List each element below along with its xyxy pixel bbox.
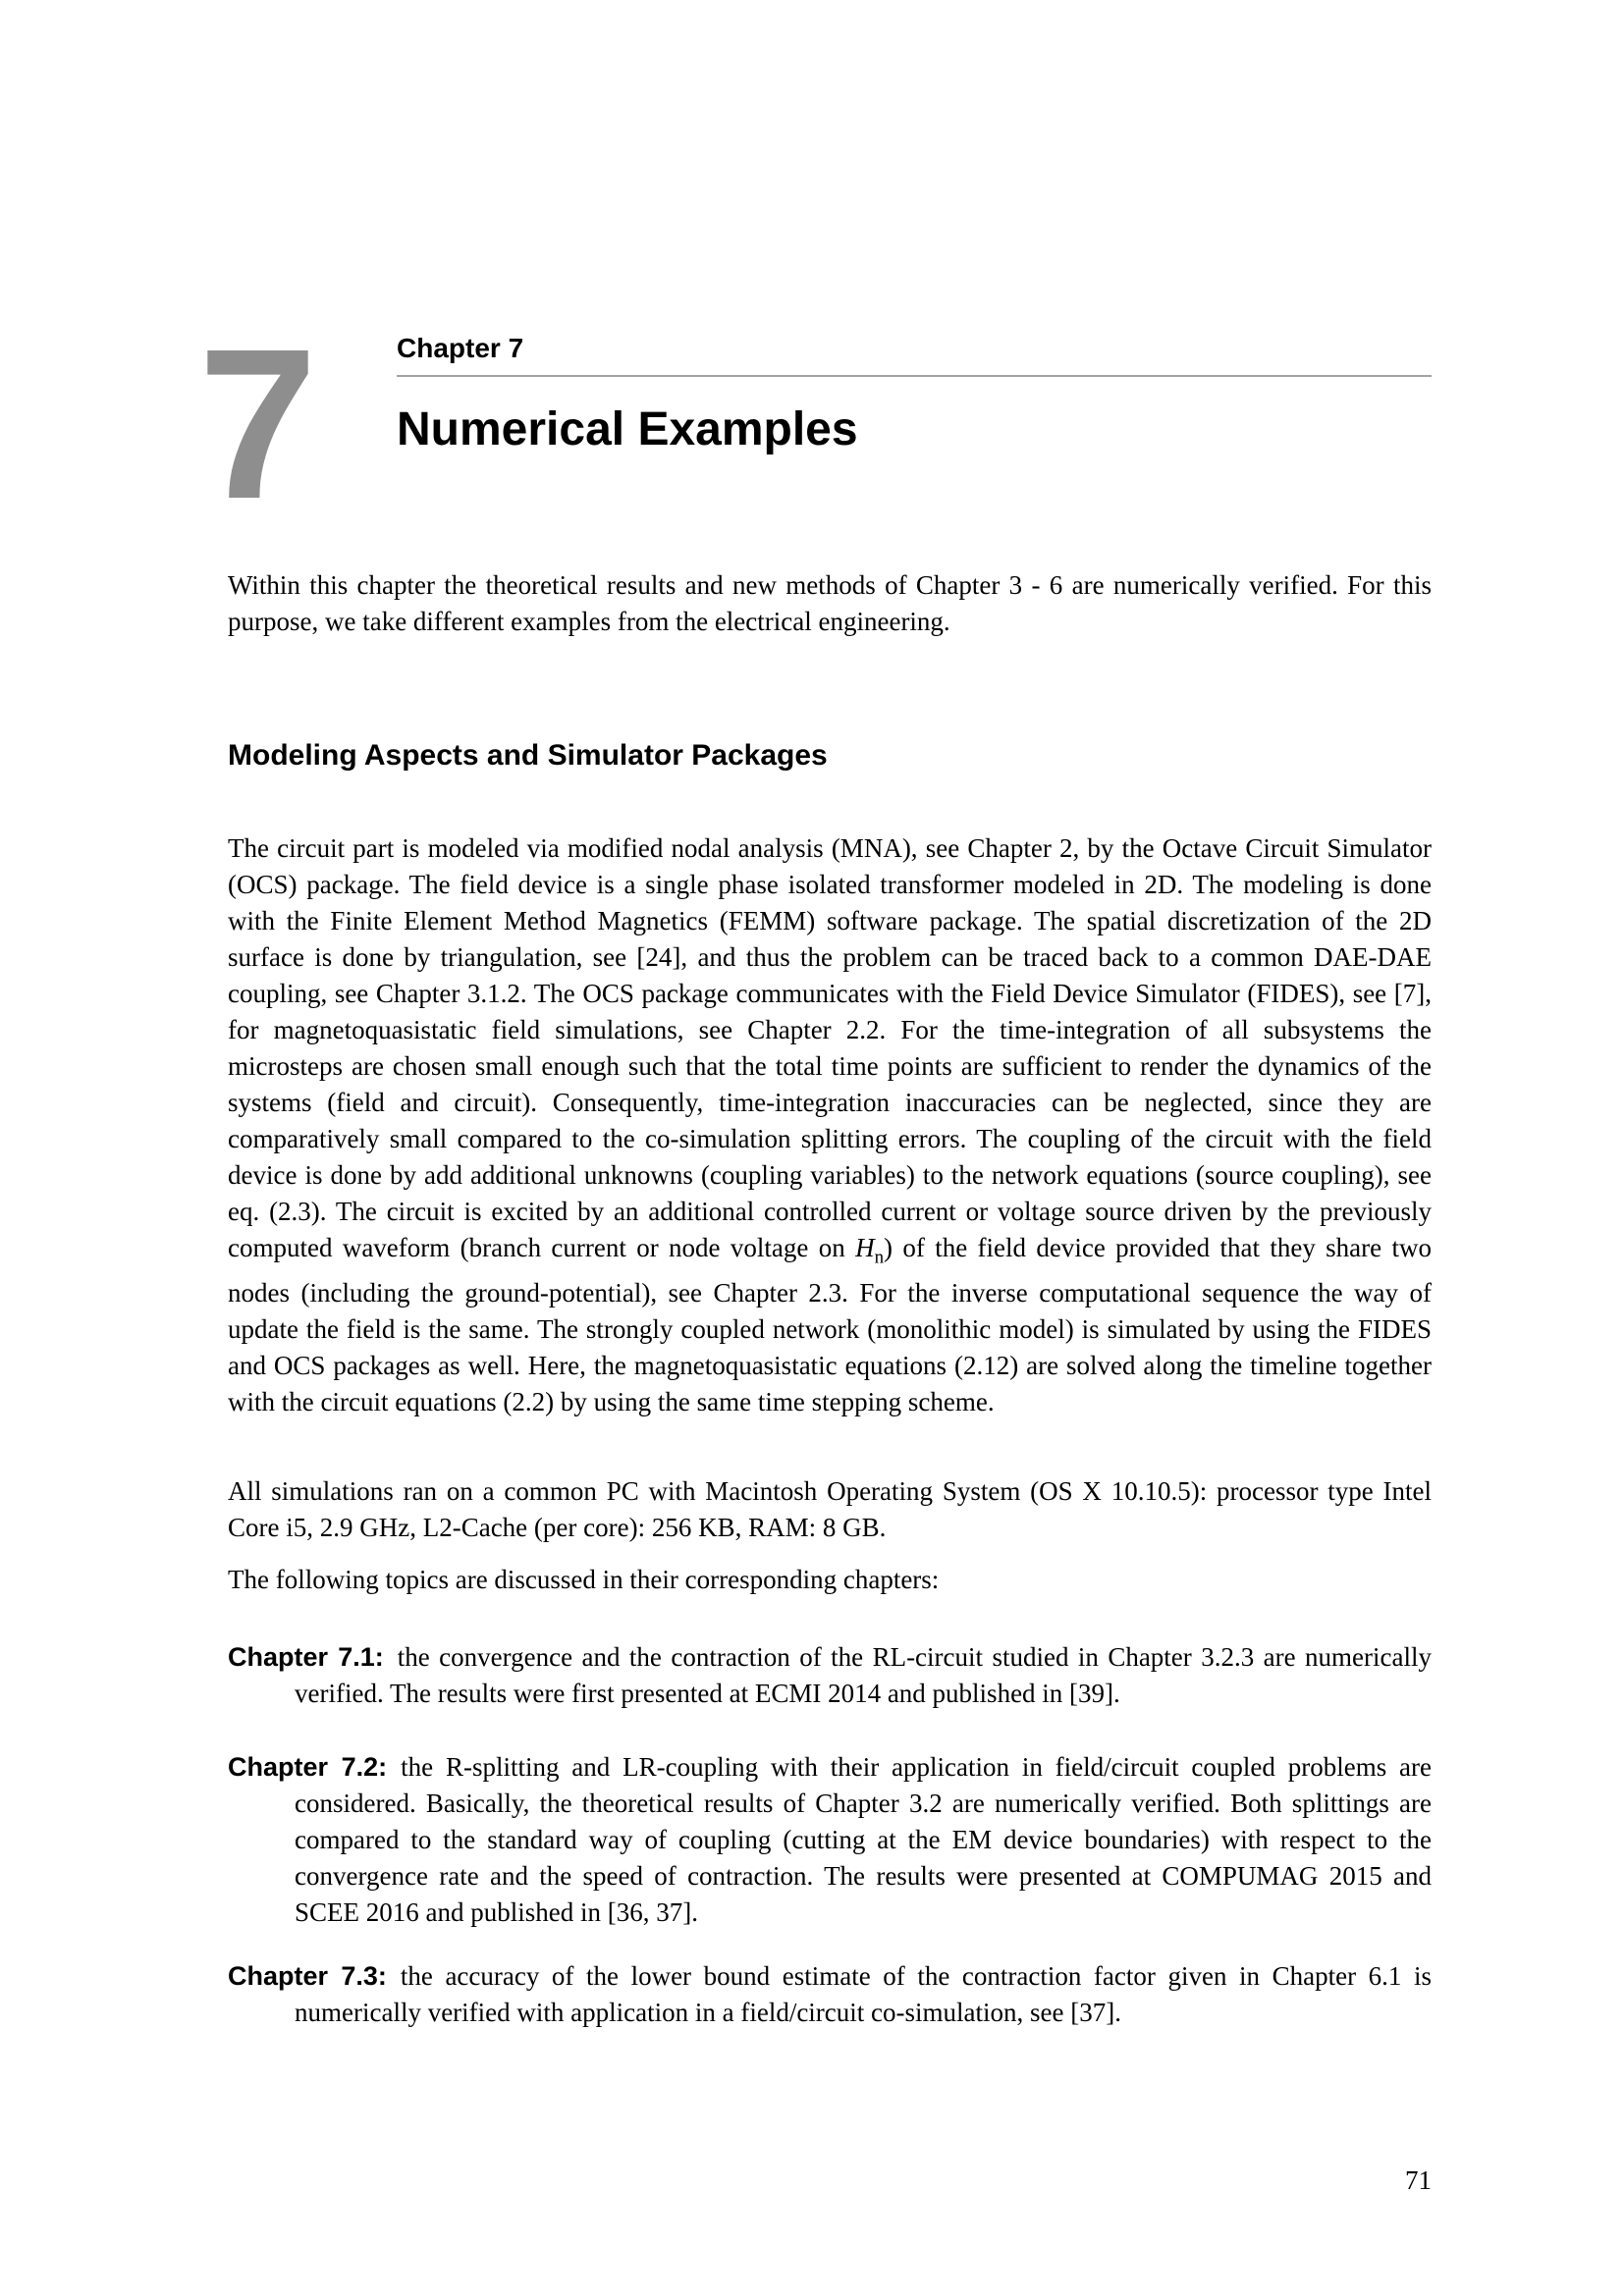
chapter-item-label: Chapter 7.2:: [228, 1752, 388, 1783]
chapter-list-item-7-3: [228, 1958, 1432, 2031]
chapter-rule-divider: [397, 375, 1432, 377]
chapter-item-label: Chapter 7.3:: [228, 1961, 387, 1992]
chapter-header: [198, 305, 1432, 544]
text-column: [198, 0, 1432, 2031]
chapter-eyebrow: Chapter 7: [397, 333, 524, 363]
chapter-item-text: the R-splitting and LR-coupling with their application in field/circuit coupled problems are considered. Basically, the theoretical results of Chapter 3.2 are numerically verified. Both splittings are compared to the standard way of coupling (cutting at the EM device boundaries) with respect to the convergence rate and the speed of contraction. The results were presented at COMPUMAG 2015 and SCEE 2016 and published in [36, 37].: [295, 1752, 1432, 1928]
chapter-numeral: 7: [198, 305, 314, 544]
chapter-list-item-7-2: [228, 1749, 1432, 1931]
intro-paragraph: Within this chapter the theoretical results and new methods of Chapter 3 - 6 are numerically verified. For this purpose, we take different examples from the electrical engineering.: [228, 570, 1432, 636]
topics-paragraph: The following topics are discussed in their corresponding chapters:: [228, 1565, 940, 1595]
chapter-item-text: the accuracy of the lower bound estimate of the contraction factor given in Chapter 6.1 is numerically verified with application in a field/circuit co-simulation, see [37].: [295, 1961, 1432, 2028]
chapter-list-item-7-1: [228, 1639, 1432, 1712]
page-number: 71: [1405, 2165, 1432, 2195]
chapter-item-label: Chapter 7.1:: [228, 1642, 384, 1673]
modeling-paragraph-part1: The circuit part is modeled via modified nodal analysis (MNA), see Chapter 2, by the Octave Circuit Simulator (OCS) package. The field device is a single phase isolated transformer modeled in 2D. The modeling is done with the Finite Element Method Magnetics (FEMM) software package. The spatial discretization of the 2D surface is done by triangulation, see [24], and thus the problem can be traced back to a common DAE-DAE coupling, see Chapter 3.1.2. The OCS package communicates with the Field Device Simulator (FIDES), see [7], for magnetoquasistatic field simulations, see Chapter 2.2. For the time-integration of all subsystems the microsteps are chosen small enough such that the total time points are sufficient to render the dynamics of the systems (field and circuit). Consequently, time-integration inaccuracies can be neglected, since they are comparatively small compared to the co-simulation splitting errors. The coupling of the circuit with the field device is done by add additional unknowns (coupling variables) to the network equations (source coupling), see eq. (2.3). The circuit is excited by an additional controlled current or voltage source driven by the previously computed waveform (branch current or node voltage on: [228, 833, 1432, 1262]
section-title: Modeling Aspects and Simulator Packages: [228, 739, 828, 772]
math-variable-H: H: [855, 1233, 875, 1262]
math-subscript-n: n: [874, 1247, 885, 1268]
modeling-paragraph: [228, 830, 1432, 1420]
chapter-item-text: the convergence and the contraction of the RL-circuit studied in Chapter 3.2.3 are numerically verified. The results were first presented at ECMI 2014 and published in [39].: [295, 1642, 1432, 1709]
hardware-paragraph: All simulations ran on a common PC with Macintosh Operating System (OS X 10.10.5): processor type Intel Core i5, 2.9 GHz, L2-Cache (per core): 256 KB, RAM: 8 GB.: [228, 1476, 1432, 1543]
modeling-paragraph-part2: ) of the field device provided that they share two nodes (including the ground-potential), see Chapter 2.3. For the inverse computational sequence the way of update the field is the same. The strongly coupled network (monolithic model) is simulated by using the FIDES and OCS packages as well. Here, the magnetoquasistatic equations (2.12) are solved along the timeline together with the circuit equations (2.2) by using the same time stepping scheme.: [228, 1233, 1432, 1417]
chapter-title: Numerical Examples: [397, 403, 858, 455]
